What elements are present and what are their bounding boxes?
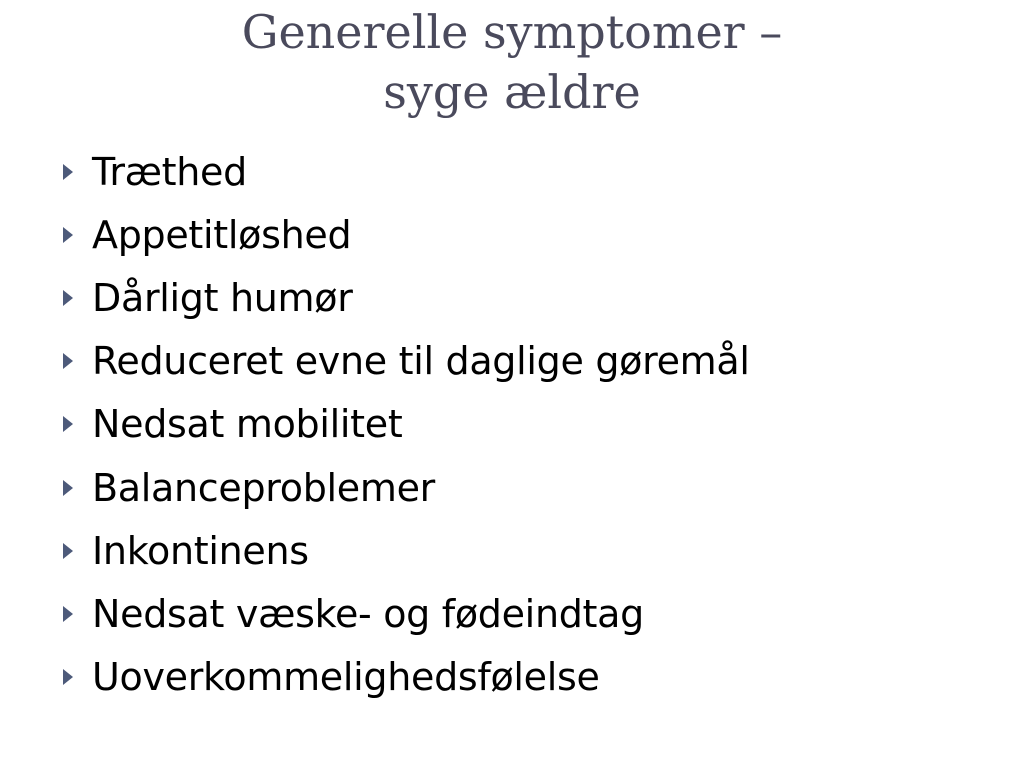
triangle-right-icon [62, 393, 92, 456]
slide-title [0, 2, 1024, 122]
slide-title-line-1: Generelle symptomer – [241, 5, 783, 59]
bullet-text: Træthed [92, 149, 247, 194]
bullet-text: Nedsat mobilitet [92, 402, 403, 447]
triangle-right-icon [62, 646, 92, 709]
bullet-list [62, 140, 750, 709]
list-item [62, 582, 750, 645]
list-item [62, 330, 750, 393]
bullet-text: Appetitløshed [92, 212, 352, 257]
list-item [62, 646, 750, 709]
list-item [62, 266, 750, 329]
slide-title-line-2: syge ældre [383, 65, 641, 119]
bullet-text: Dårligt humør [92, 275, 353, 320]
triangle-right-icon [62, 140, 92, 203]
list-item [62, 456, 750, 519]
bullet-text: Balanceproblemer [92, 465, 435, 510]
bullet-text: Nedsat væske- og fødeindtag [92, 591, 644, 636]
triangle-right-icon [62, 203, 92, 266]
list-item [62, 519, 750, 582]
list-item [62, 140, 750, 203]
list-item [62, 393, 750, 456]
list-item [62, 203, 750, 266]
triangle-right-icon [62, 330, 92, 393]
bullet-text: Uoverkommelighedsfølelse [92, 655, 600, 700]
triangle-right-icon [62, 582, 92, 645]
triangle-right-icon [62, 266, 92, 329]
bullet-text: Inkontinens [92, 528, 309, 573]
triangle-right-icon [62, 456, 92, 519]
triangle-right-icon [62, 519, 92, 582]
bullet-text: Reduceret evne til daglige gøremål [92, 339, 750, 384]
